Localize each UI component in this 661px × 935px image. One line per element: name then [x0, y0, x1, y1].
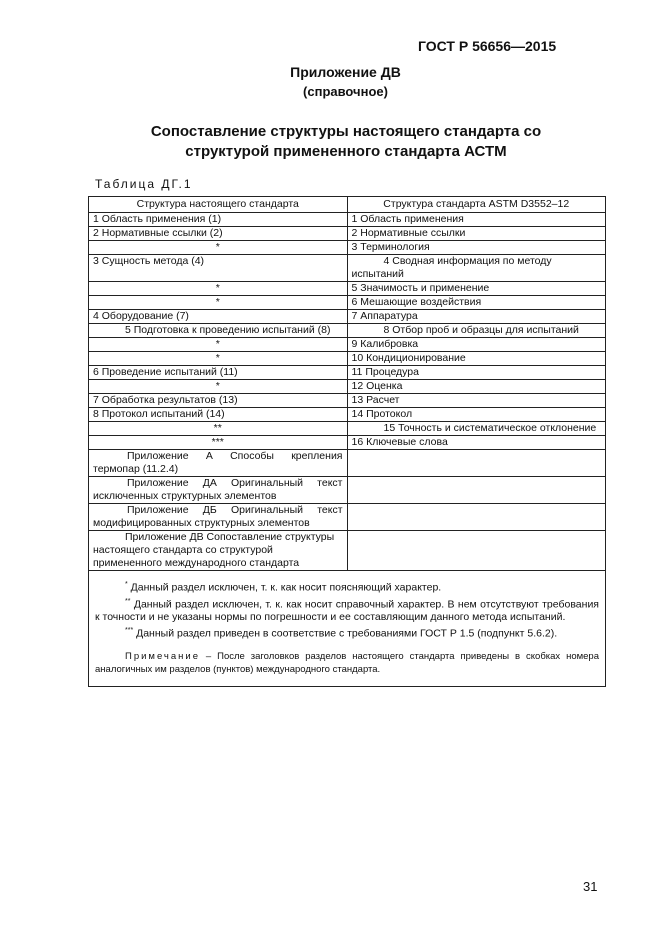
main-title [96, 122, 596, 162]
cell-current: * [89, 282, 348, 296]
cell-astm: 3 Терминология [347, 241, 606, 255]
table-row [89, 282, 606, 296]
table-row [89, 352, 606, 366]
cell-astm: 8 Отбор проб и образцы для испытаний [347, 324, 606, 338]
cell-current: * [89, 241, 348, 255]
cell-astm [347, 531, 606, 571]
table-row [89, 324, 606, 338]
footnote [95, 624, 599, 641]
cell-astm: 15 Точность и систематическое отклонение [347, 422, 606, 436]
column-header-astm: Структура стандарта ASTM D3552–12 [347, 197, 606, 213]
document-code: ГОСТ Р 56656—2015 [418, 38, 557, 54]
table-row [89, 477, 606, 504]
cell-current: ** [89, 422, 348, 436]
cell-astm: 10 Кондиционирование [347, 352, 606, 366]
appendix-type: (справочное) [303, 84, 388, 99]
main-title-line-1: Сопоставление структуры настоящего стандарта со [150, 123, 542, 140]
cell-astm: 9 Калибровка [347, 338, 606, 352]
table-row [89, 213, 606, 227]
cell-astm: 14 Протокол [347, 408, 606, 422]
cell-current: 2 Нормативные ссылки (2) [89, 227, 348, 241]
footnote-text: Данный раздел приведен в соответствие с требованиями ГОСТ Р 1.5 (подпункт 5.6.2). [136, 627, 558, 640]
table-caption: Таблица ДГ.1 [95, 177, 193, 191]
cell-current: 3 Сущность метода (4) [89, 255, 348, 282]
cell-current: Приложение А Способы крепления термопар (11.2.4) [89, 450, 348, 477]
table-row [89, 366, 606, 380]
table-row [89, 531, 606, 571]
appendix-title: Приложение ДВ [290, 64, 401, 80]
cell-current: 5 Подготовка к проведению испытаний (8) [89, 324, 348, 338]
cell-current: 1 Область применения (1) [89, 213, 348, 227]
cell-astm: 5 Значимость и применение [347, 282, 606, 296]
footnote-mark: ** [125, 597, 131, 605]
table-notes [89, 571, 606, 687]
cell-current: 6 Проведение испытаний (11) [89, 366, 348, 380]
footnote [95, 595, 599, 625]
cell-astm: 7 Аппаратура [347, 310, 606, 324]
cell-astm: 13 Расчет [347, 394, 606, 408]
table-row [89, 422, 606, 436]
cell-current: Приложение ДВ Сопоставление структуры настоящего стандарта со структурой примененного международного стандарта [89, 531, 348, 571]
cell-astm: 2 Нормативные ссылки [347, 227, 606, 241]
table-row [89, 408, 606, 422]
table-row [89, 338, 606, 352]
cell-current: * [89, 338, 348, 352]
footnote [95, 578, 599, 595]
table-row [89, 296, 606, 310]
page-number: 31 [583, 879, 598, 894]
note-text: – После заголовков разделов настоящего стандарта приведены в скобках номера аналогичных им разделов (пунктов) международного стандарта. [95, 650, 599, 675]
cell-current: * [89, 296, 348, 310]
cell-current: *** [89, 436, 348, 450]
cell-current: Приложение ДА Оригинальный текст исключенных структурных элементов [89, 477, 348, 504]
main-title-line-2: структурой примененного стандарта АСТМ [185, 143, 507, 160]
table-note [95, 650, 599, 676]
cell-current: * [89, 380, 348, 394]
comparison-table [88, 196, 606, 687]
cell-astm: 11 Процедура [347, 366, 606, 380]
cell-current: 4 Оборудование (7) [89, 310, 348, 324]
footnote-mark: *** [125, 627, 134, 634]
cell-current: Приложение ДБ Оригинальный текст модифицированных структурных элементов [89, 504, 348, 531]
table-row [89, 504, 606, 531]
footnote-text: Данный раздел исключен, т. к. как носит поясняющий характер. [130, 581, 442, 594]
table-row [89, 394, 606, 408]
cell-current: 7 Обработка результатов (13) [89, 394, 348, 408]
cell-astm [347, 450, 606, 477]
footnote-text: Данный раздел исключен, т. к. как носит справочный характер. В нем отсутствуют требования к точности и не указаны нормы по погрешности и ее составляющим данного метода испытаний. [95, 598, 599, 623]
cell-current: * [89, 352, 348, 366]
table-row [89, 380, 606, 394]
table-row [89, 255, 606, 282]
cell-astm: 4 Сводная информация по методу испытаний [347, 255, 606, 282]
column-header-current: Структура настоящего стандарта [89, 197, 348, 213]
cell-current: 8 Протокол испытаний (14) [89, 408, 348, 422]
cell-astm: 16 Ключевые слова [347, 436, 606, 450]
cell-astm: 1 Область применения [347, 213, 606, 227]
note-lead: Примечание [125, 650, 200, 662]
table-row [89, 241, 606, 255]
table-row [89, 436, 606, 450]
table-row [89, 450, 606, 477]
cell-astm: 6 Мешающие воздействия [347, 296, 606, 310]
cell-astm [347, 477, 606, 504]
cell-astm [347, 504, 606, 531]
footnote-mark: * [125, 581, 128, 588]
table-notes-row [89, 571, 606, 687]
cell-astm: 12 Оценка [347, 380, 606, 394]
table-row [89, 310, 606, 324]
table-row [89, 227, 606, 241]
table-header-row [89, 197, 606, 213]
